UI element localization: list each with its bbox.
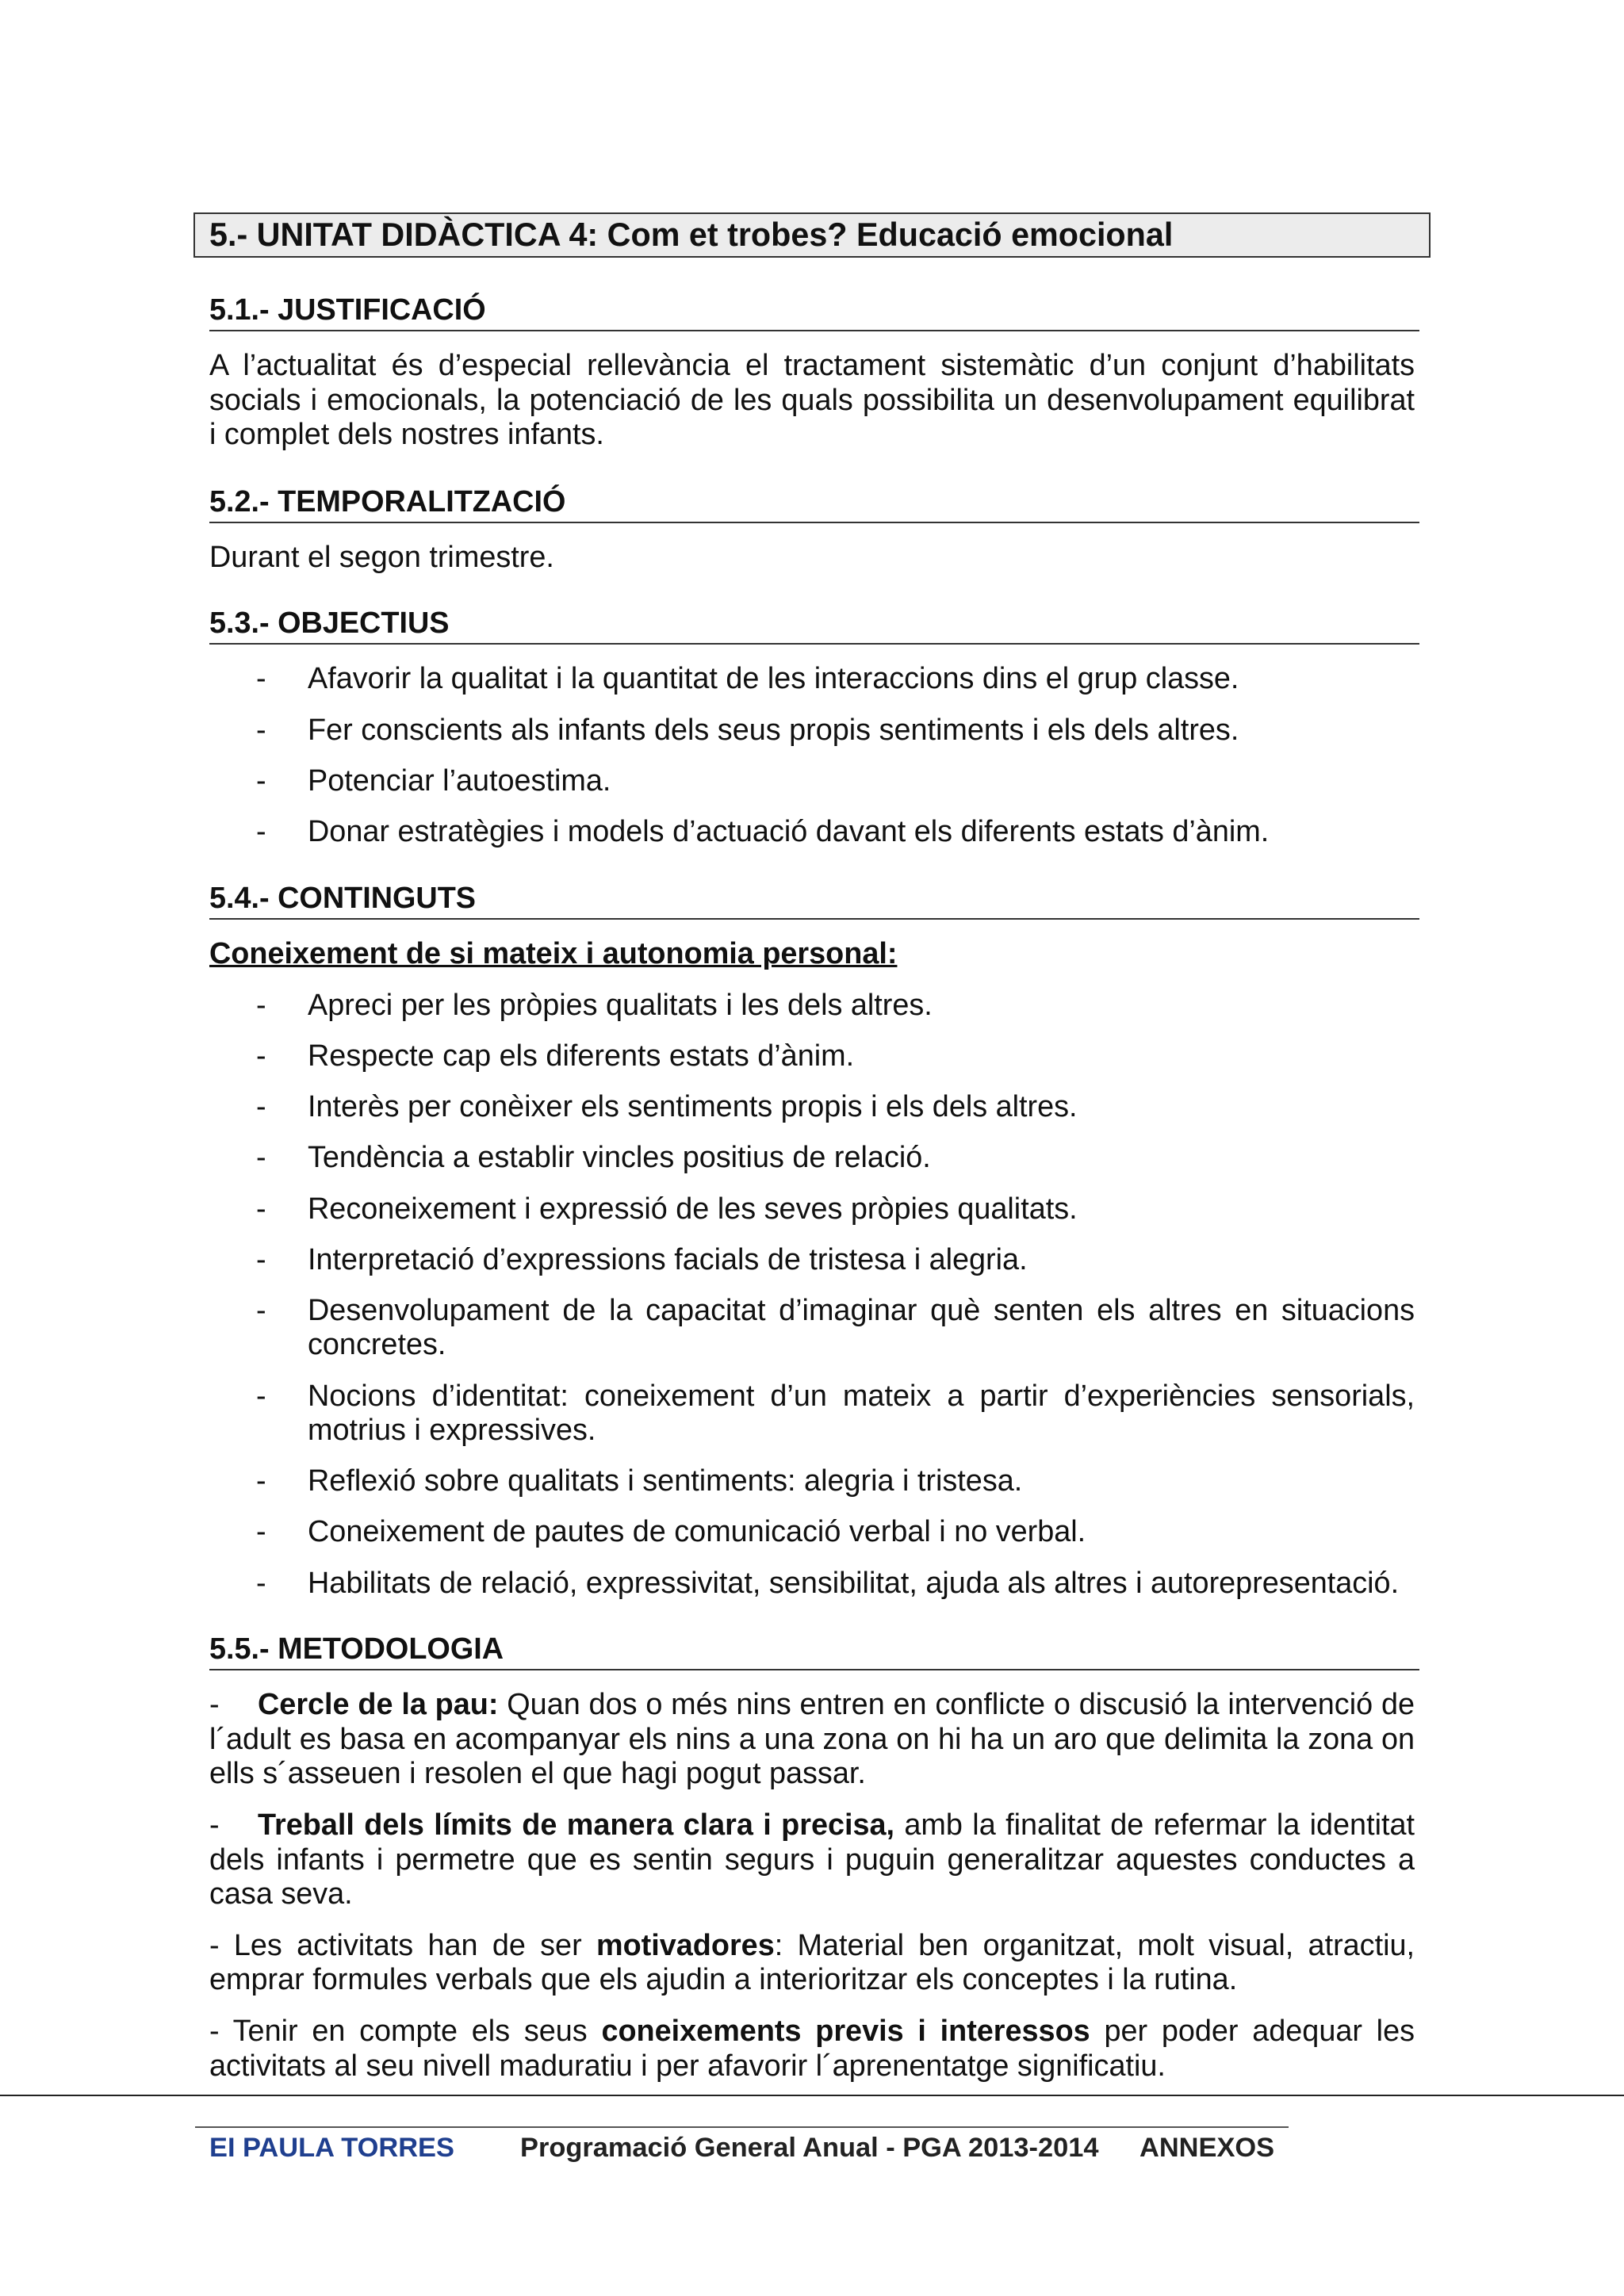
methodology-paragraph — [209, 1808, 1415, 1911]
section-metodologia — [209, 1632, 1419, 2084]
footer-rule — [195, 2126, 1289, 2128]
section-heading: 5.2.- TEMPORALITZACIÓ — [209, 485, 1419, 523]
list-item-text: Interès per conèixer els sentiments propis i els dels altres. — [308, 1090, 1078, 1124]
list-item-text: Respecte cap els diferents estats d’ànim. — [308, 1039, 855, 1073]
paragraph-text: Quan dos o més nins entren en conflicte o discusió la intervenció de l´adult es basa en acompanyar els nins a una zona on hi ha un aro que delimita la zona on ells s´asseuen i resolen el que hagi pogut passar. — [209, 1688, 1415, 1791]
list-item-text: Apreci per les pròpies qualitats i les dels altres. — [308, 988, 933, 1022]
paragraph-dash: - — [209, 1808, 220, 1843]
section-justificacio — [209, 293, 1419, 453]
section-subheading: Coneixement de si mateix i autonomia personal: — [209, 937, 898, 971]
list-dash: - — [256, 1192, 266, 1226]
list-dash: - — [256, 815, 266, 849]
list-item-text: Nocions d’identitat: coneixement d’un mateix a partir d’experiències sensorials, motrius i expressives. — [308, 1379, 1415, 1448]
list-item-text: Reflexió sobre qualitats i sentiments: alegria i tristesa. — [308, 1464, 1023, 1498]
list-item — [209, 1515, 1415, 1549]
list-dash: - — [256, 713, 266, 747]
list-item-text: Habilitats de relació, expressivitat, sensibilitat, ajuda als altres i autorepresentació. — [308, 1566, 1400, 1600]
list-item-text: Donar estratègies i models d’actuació davant els diferents estats d’ànim. — [308, 815, 1270, 849]
list-item — [209, 989, 1415, 1023]
page-bottom-rule — [0, 2095, 1624, 2096]
section-heading: 5.4.- CONTINGUTS — [209, 882, 1419, 920]
section-paragraph: A l’actualitat és d’especial rellevància el tractament sistemàtic d’un conjunt d’habilitats socials i emocionals, la potenciació de les quals possibilita un desenvolupament equilibrat i complet dels nostres infants. — [209, 349, 1415, 452]
list-item — [209, 815, 1415, 849]
list-item — [209, 1380, 1415, 1448]
unit-title-box — [193, 212, 1431, 258]
list-dash: - — [256, 988, 266, 1022]
contents-list — [209, 989, 1415, 1601]
section-temporalitzacio — [209, 485, 1419, 576]
list-item — [209, 1464, 1415, 1498]
paragraph-bold-term: motivadores — [596, 1928, 775, 1962]
list-item-text: Interpretació d’expressions facials de tristesa i alegria. — [308, 1242, 1028, 1276]
list-item-text: Afavorir la qualitat i la quantitat de les interaccions dins el grup classe. — [308, 662, 1239, 696]
list-item — [209, 1294, 1415, 1363]
paragraph-prefix: - Tenir en compte els seus — [209, 2015, 602, 2049]
list-item — [209, 1192, 1415, 1226]
list-item — [209, 764, 1415, 798]
list-dash: - — [256, 1566, 266, 1600]
section-objectius — [209, 607, 1419, 849]
objectives-list — [209, 662, 1415, 849]
paragraph-text: per poder adequar les activitats al seu nivell maduratiu i per afavorir l´aprenentatge significatiu. — [209, 2015, 1415, 2083]
list-item-text: Reconeixement i expressió de les seves pròpies qualitats. — [308, 1192, 1078, 1226]
list-dash: - — [256, 662, 266, 696]
section-heading: 5.1.- JUSTIFICACIÓ — [209, 293, 1419, 331]
list-dash: - — [256, 1464, 266, 1498]
list-item-text: Coneixement de pautes de comunicació verbal i no verbal. — [308, 1515, 1086, 1549]
footer-school-name: EI PAULA TORRES — [209, 2133, 454, 2163]
list-item — [209, 1090, 1415, 1124]
paragraph-text: amb la finalitat de refermar la identitat dels infants i permetre que es sentin segurs i puguin generalitzar aquestes conductes a casa seva. — [209, 1808, 1415, 1911]
list-item — [209, 1039, 1415, 1073]
list-item — [209, 1141, 1415, 1175]
list-item — [209, 1243, 1415, 1277]
paragraph-prefix: - Les activitats han de ser — [209, 1928, 596, 1962]
list-item-text: Potenciar l’autoestima. — [308, 763, 611, 798]
list-dash: - — [256, 1141, 266, 1175]
methodology-paragraph — [209, 1929, 1415, 1998]
paragraph-bold-lead: Treball dels límits de manera clara i precisa, — [258, 1808, 895, 1843]
list-item — [209, 662, 1415, 696]
footer-program-title: Programació General Anual - PGA 2013-2014 — [520, 2133, 1099, 2163]
list-dash: - — [256, 1515, 266, 1549]
methodology-paragraph — [209, 1688, 1415, 1791]
paragraph-text: : Material ben organitzat, molt visual, atractiu, emprar formules verbals que els ajudin a interioritzar els conceptes i la rutina. — [209, 1928, 1415, 1997]
list-dash: - — [256, 1090, 266, 1124]
list-dash: - — [256, 1039, 266, 1073]
footer-annex-label: ANNEXOS — [1139, 2133, 1275, 2163]
list-item — [209, 1567, 1415, 1601]
list-item-text: Fer conscients als infants dels seus propis sentiments i els dels altres. — [308, 713, 1239, 747]
paragraph-bold-lead: Cercle de la pau: — [258, 1688, 499, 1722]
list-dash: - — [256, 1379, 266, 1413]
list-item-text: Tendència a establir vincles positius de relació. — [308, 1141, 931, 1175]
section-heading: 5.3.- OBJECTIUS — [209, 607, 1419, 645]
list-item-text: Desenvolupament de la capacitat d’imaginar què senten els altres en situacions concretes. — [308, 1294, 1415, 1362]
section-paragraph: Durant el segon trimestre. — [209, 541, 554, 575]
list-dash: - — [256, 763, 266, 798]
methodology-paragraph — [209, 2015, 1415, 2084]
section-continguts — [209, 882, 1419, 1601]
list-item — [209, 714, 1415, 748]
paragraph-bold-term: coneixements previs i interessos — [601, 2015, 1090, 2049]
list-dash: - — [256, 1242, 266, 1276]
list-dash: - — [256, 1294, 266, 1328]
unit-title: 5.- UNITAT DIDÀCTICA 4: Com et trobes? Educació emocional — [209, 216, 1174, 253]
paragraph-dash: - — [209, 1688, 220, 1722]
section-heading: 5.5.- METODOLOGIA — [209, 1632, 1419, 1670]
